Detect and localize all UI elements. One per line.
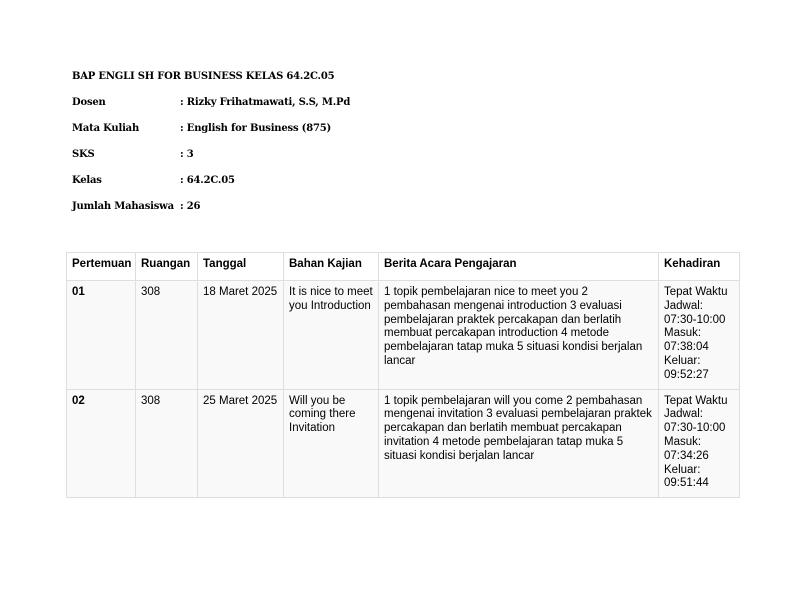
cell-kehadiran: Tepat Waktu Jadwal: 07:30-10:00 Masuk: 07:34:26 Keluar: 09:51:44 (659, 389, 740, 498)
field-value: : 26 (180, 201, 201, 212)
field-jumlah-mahasiswa (72, 200, 350, 226)
cell-kehadiran: Tepat Waktu Jadwal: 07:30-10:00 Masuk: 07:38:04 Keluar: 09:52:27 (659, 281, 740, 390)
field-label: Dosen (72, 97, 106, 108)
table-row (67, 281, 740, 390)
field-value: : English for Business (875) (180, 123, 332, 134)
field-value: : 64.2C.05 (180, 175, 235, 186)
cell-bahan-kajian: It is nice to meet you Introduction (284, 281, 379, 390)
field-kelas (72, 174, 350, 200)
attendance-table (66, 252, 740, 498)
column-header-pertemuan: Pertemuan (67, 253, 136, 281)
cell-tanggal: 18 Maret 2025 (198, 281, 284, 390)
field-sks (72, 148, 350, 174)
column-header-tanggal: Tanggal (198, 253, 284, 281)
field-label: Mata Kuliah (72, 123, 140, 134)
field-dosen (72, 96, 350, 122)
field-value: : Rizky Frihatmawati, S.S, M.Pd (180, 97, 351, 108)
cell-berita-acara: 1 topik pembelajaran will you come 2 pembahasan mengenai invitation 3 evaluasi pembelajaran praktek percakapan dan berlatih membuat percakapan invitation 4 metode pembelajaran tatap muka 5 situasi kondisi berjalan lancar (379, 389, 659, 498)
cell-pertemuan: 02 (67, 389, 136, 498)
cell-tanggal: 25 Maret 2025 (198, 389, 284, 498)
document-title: BAP ENGLI SH FOR BUSINESS KELAS 64.2C.05 (72, 71, 335, 82)
column-header-berita-acara: Berita Acara Pengajaran (379, 253, 659, 281)
table-header-row (67, 253, 740, 281)
cell-berita-acara: 1 topik pembelajaran nice to meet you 2 pembahasan mengenai introduction 3 evaluasi pembelajaran praktek percakapan dan berlatih membuat percakapan introduction 4 metode pembelajaran tatap muka 5 situasi kondisi berjalan lancar (379, 281, 659, 390)
cell-bahan-kajian: Will you be coming there Invitation (284, 389, 379, 498)
field-value: : 3 (180, 149, 194, 160)
field-label: Jumlah Mahasiswa (72, 201, 174, 212)
cell-ruangan: 308 (136, 389, 198, 498)
cell-ruangan: 308 (136, 281, 198, 390)
column-header-ruangan: Ruangan (136, 253, 198, 281)
cell-pertemuan: 01 (67, 281, 136, 390)
table-row (67, 389, 740, 498)
document-header (72, 70, 350, 226)
field-label: Kelas (72, 175, 102, 186)
field-label: SKS (72, 149, 95, 160)
column-header-kehadiran: Kehadiran (659, 253, 740, 281)
column-header-bahan-kajian: Bahan Kajian (284, 253, 379, 281)
field-mata-kuliah (72, 122, 350, 148)
